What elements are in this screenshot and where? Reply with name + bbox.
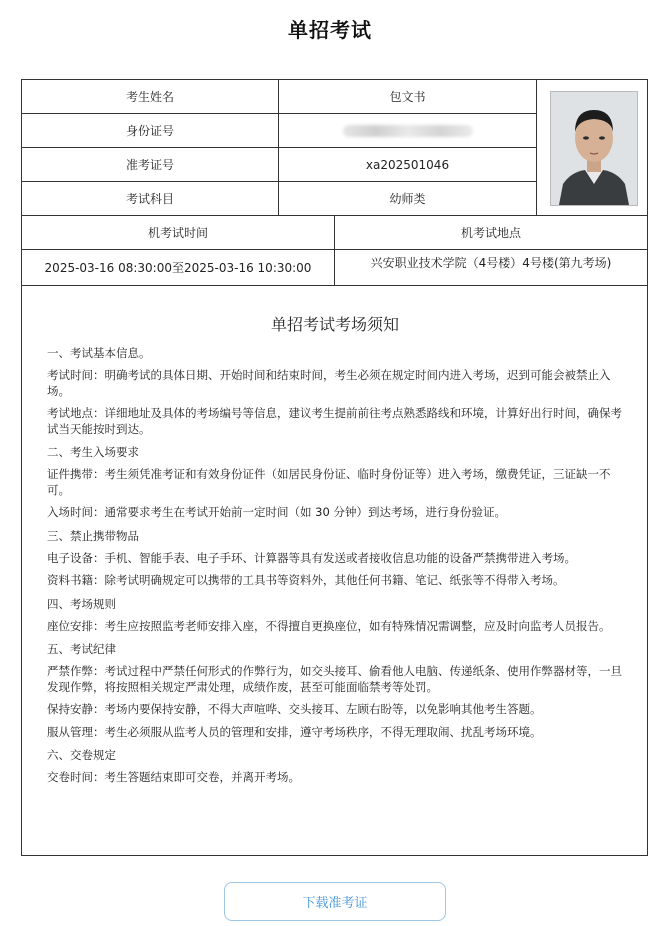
- notice-paragraph: 服从管理：考生必须服从监考人员的管理和安排，遵守考场秩序，不得无理取闹、扰乱考场环境。: [47, 724, 542, 739]
- notice-paragraph: 交卷时间：考生答题结束即可交卷，并离开考场。: [47, 770, 300, 784]
- admission-ticket-card: [21, 79, 648, 856]
- notice-paragraph: 考试时间：明确考试的具体日期、开始时间和结束时间，考生必须在规定时间内进入考场，迟到可能会被禁止入场。: [47, 368, 611, 398]
- notice-title: 单招考试考场须知: [270, 315, 399, 334]
- notice-paragraph: 资料书籍：除考试明确规定可以携带的工具书等资料外，其他任何书籍、笔记、纸张等不得带入考场。: [47, 573, 565, 587]
- exam-notice: [22, 286, 647, 793]
- ticket-number-label: 准考证号: [22, 148, 279, 182]
- notice-paragraph: 考试地点：详细地址及具体的考场编号等信息，建议考生提前前往考点熟悉路线和环境，计算好出行时间，确保考试当天能按时到达。: [47, 406, 622, 436]
- section-heading: 一、考试基本信息。: [47, 346, 151, 360]
- notice-paragraph: 电子设备：手机、智能手表、电子手环、计算器等具有发送或者接收信息功能的设备严禁携带进入考场。: [47, 550, 576, 565]
- section-heading: 三、禁止携带物品: [47, 528, 139, 543]
- subject-value: 幼师类: [279, 182, 537, 216]
- notice-paragraph: 入场时间：通常要求考生在考试开始前一定时间（如 30 分钟）到达考场，进行身份验证。: [47, 505, 506, 519]
- name-label: 考生姓名: [22, 80, 279, 114]
- photo-box: [537, 80, 647, 216]
- redacted-id-number: [343, 125, 473, 137]
- notice-paragraph: 证件携带：考生须凭准考证和有效身份证件（如居民身份证、临时身份证等）进入考场，缴费凭证，三证缺一不可。: [47, 467, 611, 497]
- section-heading: 五、考试纪律: [47, 642, 116, 656]
- ticket-number-value: xa202501046: [279, 148, 537, 182]
- notice-paragraph: 座位安排：考生应按照监考老师安排入座，不得擅自更换座位，如有特殊情况需调整，应及时向监考人员报告。: [47, 618, 611, 633]
- notice-paragraph: 严禁作弊：考试过程中严禁任何形式的作弊行为，如交头接耳、偷看他人电脑、传递纸条、使用作弊器材等，一旦发现作弊，将按照相关规定严肃处理，成绩作废，甚至可能面临禁考等处罚。: [47, 664, 622, 694]
- exam-place-label: 机考试地点: [335, 216, 647, 250]
- section-heading: 六、交卷规定: [47, 748, 116, 762]
- exam-time-label: 机考试时间: [22, 216, 335, 250]
- id-label: 身份证号: [22, 114, 279, 148]
- subject-label: 考试科目: [22, 182, 279, 216]
- exam-time-value: 2025-03-16 08:30:00至2025-03-16 10:30:00: [22, 250, 335, 286]
- download-ticket-button[interactable]: 下载准考证: [224, 882, 446, 921]
- id-value: [279, 114, 537, 148]
- section-heading: 二、考生入场要求: [47, 445, 139, 459]
- page-title: 单招考试: [288, 18, 372, 42]
- name-value: 包文书: [279, 80, 537, 114]
- section-heading: 四、考场规则: [47, 596, 116, 611]
- candidate-photo: [550, 91, 638, 206]
- exam-place-value: 兴安职业技术学院（4号楼）4号楼(第九考场): [335, 250, 647, 286]
- notice-paragraph: 保持安静：考场内要保持安静，不得大声喧哗、交头接耳、左顾右盼等，以免影响其他考生答题。: [47, 702, 542, 716]
